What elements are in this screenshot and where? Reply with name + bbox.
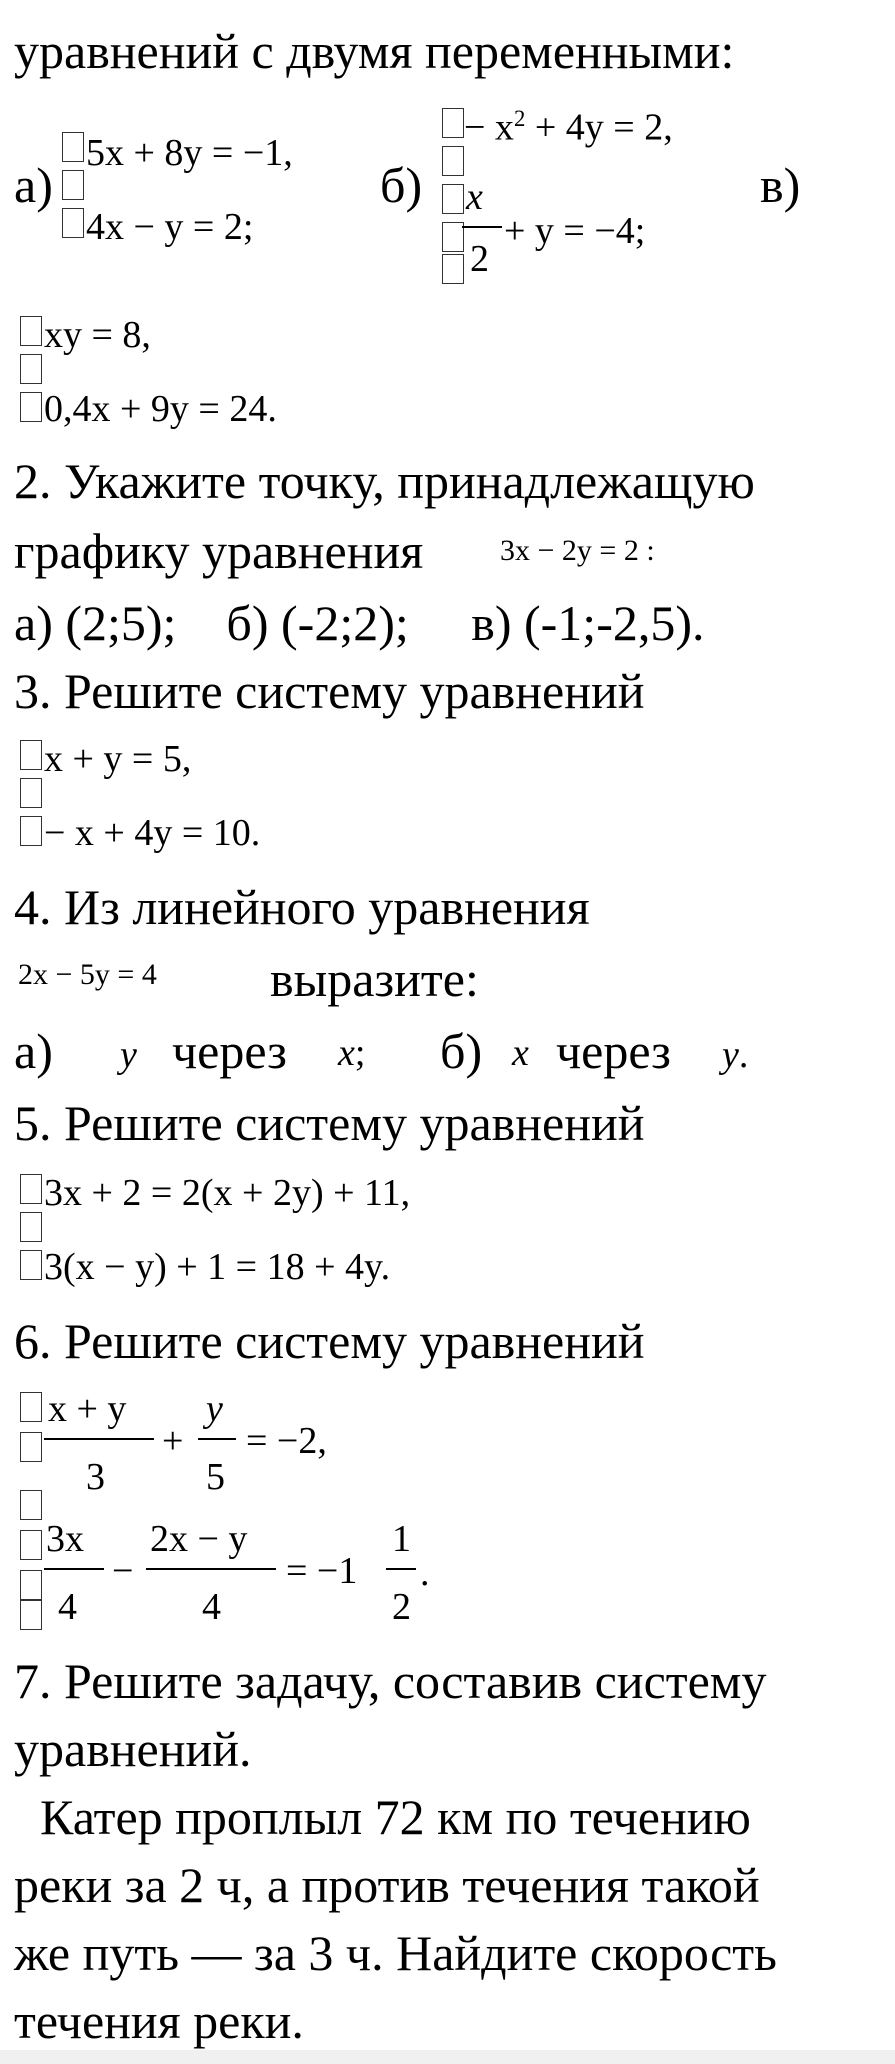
q2-equation: 3x − 2y = 2 : [500, 534, 655, 567]
q3-eq2: − x + 4y = 10. [44, 812, 261, 854]
q4-b-mid: через [556, 1023, 671, 1079]
q6-eq2-end: . [420, 1552, 430, 1594]
brace-box [20, 1432, 42, 1462]
q1-a-label: а) [14, 157, 53, 213]
q2-line2-text: графику уравнения [14, 523, 424, 579]
q6-f3-num: 3x [46, 1518, 84, 1560]
brace-box [20, 816, 42, 846]
q7-paragraph-line3: же путь — за 3 ч. Найдите скорость [14, 1925, 777, 1981]
fraction-bar [44, 1568, 104, 1570]
brace-box [20, 1250, 42, 1280]
q6-f4-den: 4 [202, 1586, 221, 1628]
brace-box [20, 354, 42, 384]
brace-box [62, 208, 84, 238]
fraction-bar [198, 1438, 236, 1440]
q6-plus: + [162, 1420, 184, 1462]
q1-a-eq2: 4x − y = 2; [86, 206, 254, 248]
q6-f1-den: 3 [86, 1456, 105, 1498]
brace-box [20, 1570, 42, 1600]
q1-b-eq1: − $x^2 + 4y = 2$, [464, 106, 673, 149]
q6-f4-num: 2x − y [150, 1518, 248, 1560]
q1-b-frac-num: x [466, 176, 483, 218]
q6-f2-den: 5 [206, 1456, 225, 1498]
q6-mixed-num: 1 [392, 1518, 411, 1560]
q4-a-var2: x; [338, 1032, 366, 1074]
q3-eq1: x + y = 5, [44, 738, 192, 780]
q1-b-eq2: + y = −4; [504, 210, 646, 252]
q6-f1-num: x + y [48, 1388, 127, 1430]
q4-equation: 2x − 5y = 4 [18, 958, 157, 991]
brace-box [20, 778, 42, 808]
q6-mixed-den: 2 [392, 1586, 411, 1628]
q7-title-line2: уравнений. [14, 1721, 252, 1777]
q1-b-label: б) [380, 157, 423, 213]
q6-eq1-rhs: = −2, [246, 1420, 327, 1462]
q1-v-label: в) [760, 157, 801, 213]
q7-paragraph-line4: течения реки. [14, 1993, 304, 2049]
brace-box [20, 1600, 42, 1630]
q4-b-var2: y. [722, 1034, 749, 1076]
q1-v-eq2: 0,4x + 9y = 24. [44, 388, 277, 430]
brace-box [442, 146, 464, 176]
q4-b-label: б) [440, 1023, 483, 1079]
brace-box [20, 1212, 42, 1242]
brace-box [442, 108, 464, 138]
q6-f2-num: y [206, 1388, 223, 1430]
q2-title: 2. Укажите точку, принадлежащую [14, 453, 755, 509]
brace-box [20, 740, 42, 770]
brace-box [442, 254, 464, 284]
q4-a-var1: y [120, 1034, 137, 1076]
q6-title: 6. Решите систему уравнений [14, 1313, 645, 1369]
q1-b-frac-den: 2 [470, 238, 489, 280]
q2-options: а) (2;5); б) (-2;2); в) (-1;-2,5). [14, 595, 705, 651]
q4-eq-suffix: выразите: [270, 951, 479, 1007]
fraction-bar [386, 1568, 416, 1570]
brace-box [62, 170, 84, 200]
brace-box [62, 132, 84, 162]
q5-title: 5. Решите систему уравнений [14, 1095, 645, 1151]
brace-box [442, 184, 464, 214]
q5-eq1: 3x + 2 = 2(x + 2y) + 11, [44, 1172, 411, 1214]
brace-box [20, 316, 42, 346]
q4-a-label: а) [14, 1023, 53, 1079]
q1-a-eq1: 5x + 8y = −1, [86, 132, 293, 174]
fraction-bar [146, 1568, 276, 1570]
q7-paragraph-line2: реки за 2 ч, а против течения такой [14, 1857, 760, 1913]
brace-box [442, 222, 464, 252]
brace-box [20, 1490, 42, 1520]
q1-v-eq1: xy = 8, [44, 314, 151, 356]
q4-b-var1: x [512, 1032, 529, 1074]
brace-box [20, 1174, 42, 1204]
bottom-strip [0, 2050, 895, 2064]
q3-title: 3. Решите систему уравнений [14, 663, 645, 719]
fraction-bar [462, 226, 502, 228]
fraction-bar [44, 1438, 154, 1440]
brace-box [20, 1392, 42, 1422]
q6-minus: − [112, 1550, 134, 1592]
q6-f3-den: 4 [58, 1586, 77, 1628]
brace-box [20, 1530, 42, 1560]
q4-a-mid: через [172, 1023, 287, 1079]
q7-title-line1: 7. Решите задачу, составив систему [14, 1653, 767, 1709]
q4-title: 4. Из линейного уравнения [14, 879, 590, 935]
q6-eq2-rhs: = −1 [286, 1550, 358, 1592]
q5-eq2: 3(x − y) + 1 = 18 + 4y. [44, 1246, 391, 1288]
top-line: уравнений с двумя переменными: [14, 23, 735, 79]
q7-paragraph-line1: Катер проплыл 72 км по течению [40, 1789, 751, 1845]
brace-box [20, 392, 42, 422]
